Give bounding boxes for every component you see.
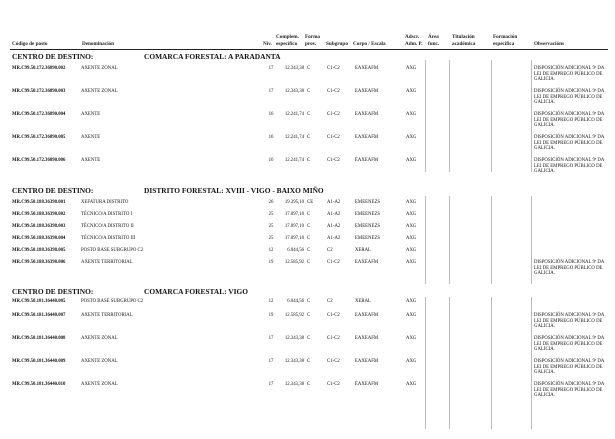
cell-corpo: EMEENEZS: [355, 224, 381, 229]
cell-adscripcion: AXG: [406, 260, 417, 265]
cell-corpo: EMEENEZS: [355, 212, 381, 217]
cell-forma: C: [307, 212, 311, 217]
table-row: [0, 260, 615, 277]
cell-nivel: 17: [268, 66, 274, 71]
cell-subgrupo: C1-C2: [327, 135, 340, 140]
cell-subgrupo: A1-A2: [327, 236, 341, 241]
cell-nivel: 26: [268, 200, 274, 205]
cell-corpo: EAXEAFM: [355, 158, 379, 163]
cell-forma: C: [307, 236, 311, 241]
cell-denominacion: POSTO BASE SUBGRUPO C2: [81, 248, 144, 253]
section-heading: [10, 52, 608, 62]
cell-nivel: 17: [268, 89, 274, 94]
cell-forma: C: [307, 359, 311, 364]
cell-forma: C: [307, 135, 311, 140]
table-row: [0, 66, 615, 83]
cell-adscripcion: AXG: [406, 212, 417, 217]
cell-complemento: 12.585,92: [284, 313, 304, 318]
cell-nivel: 25: [268, 212, 274, 217]
section-label: CENTRO DE DESTINO:: [12, 52, 94, 61]
cell-code: MR.C99.50.172.36890.003: [12, 89, 66, 94]
cell-observacions: DISPOSICIÓN ADICIONAL 9ª DA LEI DE EMPREGO PÚBLICO DE GALICIA.: [534, 382, 605, 399]
cell-denominacion: AXENTE TERRITORIAL: [81, 260, 133, 265]
cell-adscripcion: AXG: [406, 236, 417, 241]
cell-observacions: DISPOSICIÓN ADICIONAL 9ª DA LEI DE EMPREGO PÚBLICO DE GALICIA.: [534, 260, 605, 277]
section-heading: [10, 186, 608, 196]
cell-nivel: 25: [268, 224, 274, 229]
cell-code: MR.C99.50.181.36440.005: [12, 299, 66, 304]
cell-subgrupo: C1-C2: [327, 89, 340, 94]
cell-observacions: DISPOSICIÓN ADICIONAL 9ª DA LEI DE EMPREGO PÚBLICO DE GALICIA.: [534, 313, 605, 330]
cell-adscripcion: AXG: [406, 248, 417, 253]
cell-forma: CE: [307, 200, 314, 205]
header-denominacion: Denominación: [82, 41, 114, 47]
cell-corpo: EMEENEZS: [355, 236, 381, 241]
cell-corpo: EAXEAFM: [355, 313, 379, 318]
cell-denominacion: AXENTE: [81, 158, 101, 163]
cell-denominacion: AXENTE ZONAL: [81, 382, 118, 387]
table-row: [0, 135, 615, 152]
cell-observacions: DISPOSICIÓN ADICIONAL 9ª DA LEI DE EMPREGO PÚBLICO DE GALICIA.: [534, 158, 605, 175]
table-row: [0, 158, 615, 175]
cell-adscripcion: AXG: [406, 382, 417, 387]
cell-adscripcion: AXG: [406, 299, 417, 304]
cell-observacions: DISPOSICIÓN ADICIONAL 9ª DA LEI DE EMPREGO PÚBLICO DE GALICIA.: [534, 359, 605, 376]
cell-denominacion: XEFATURA DISTRITO: [81, 200, 129, 205]
header-titulacion-1: Titulación: [452, 34, 475, 40]
header-formacion-2: específica: [493, 41, 515, 47]
cell-corpo: EAXEAFM: [355, 89, 379, 94]
cell-adscripcion: AXG: [406, 336, 417, 341]
cell-complemento: 12.241,74: [284, 158, 304, 163]
cell-corpo: EAXEAFM: [355, 135, 379, 140]
header-complem-1: Complem.: [276, 34, 299, 40]
header-adscr-1: Adscr.: [405, 34, 420, 40]
cell-subgrupo: C1-C2: [327, 359, 340, 364]
cell-complemento: 12.241,74: [284, 135, 304, 140]
cell-code: MR.C99.50.172.36890.004: [12, 112, 66, 117]
cell-observacions: DISPOSICIÓN ADICIONAL 9ª DA LEI DE EMPREGO PÚBLICO DE GALICIA.: [534, 66, 605, 83]
cell-complemento: 12.241,74: [284, 112, 304, 117]
cell-forma: C: [307, 66, 311, 71]
cell-subgrupo: C1-C2: [327, 112, 340, 117]
section-name: DISTRITO FORESTAL: XVIII - VIGO - BAIXO MIÑO: [144, 186, 324, 195]
header-rule: [10, 49, 608, 50]
cell-code: MR.C99.50.188.36398.005: [12, 248, 66, 253]
table-row: [0, 359, 615, 376]
section-label: CENTRO DE DESTINO:: [12, 287, 94, 296]
cell-code: MR.C99.50.181.36440.008: [12, 336, 66, 341]
header-forma-1: Forma: [305, 34, 320, 40]
table-row: [0, 89, 615, 106]
cell-nivel: 25: [268, 236, 274, 241]
cell-adscripcion: AXG: [406, 224, 417, 229]
header-codigo: Código de posto: [12, 41, 48, 47]
header-formacion-1: Formación: [493, 34, 518, 40]
cell-complemento: 19.395,10: [284, 200, 304, 205]
cell-code: MR.C99.50.181.36440.009: [12, 359, 66, 364]
header-adscr-2: Adm. P.: [405, 41, 423, 47]
header-observacions: Observacións: [534, 41, 564, 47]
cell-subgrupo: C1-C2: [327, 260, 340, 265]
cell-denominacion: AXENTE TERRITORIAL: [81, 313, 133, 318]
cell-nivel: 16: [268, 158, 274, 163]
cell-adscripcion: AXG: [406, 313, 417, 318]
table-row: [0, 212, 615, 222]
cell-adscripcion: AXG: [406, 89, 417, 94]
cell-code: MR.C99.50.172.36890.005: [12, 135, 66, 140]
cell-denominacion: AXENTE ZONAL: [81, 89, 118, 94]
cell-complemento: 6.044,56: [287, 299, 304, 304]
cell-adscripcion: AXG: [406, 158, 417, 163]
cell-nivel: 12: [268, 299, 274, 304]
section-name: COMARCA FORESTAL: A PARADANTA: [144, 52, 281, 61]
table-row: [0, 112, 615, 129]
cell-denominacion: TÉCNICO/A DISTRITO II: [81, 224, 134, 229]
cell-forma: C: [307, 89, 311, 94]
cell-nivel: 17: [268, 359, 274, 364]
cell-corpo: XERAL: [355, 299, 371, 304]
cell-forma: C: [307, 336, 311, 341]
cell-complemento: 6.044,56: [287, 248, 304, 253]
cell-complemento: 12.343,38: [284, 89, 304, 94]
cell-code: MR.C99.50.172.36890.006: [12, 158, 66, 163]
cell-code: MR.C99.50.172.36890.002: [12, 66, 66, 71]
cell-adscripcion: AXG: [406, 66, 417, 71]
cell-complemento: 12.343,38: [284, 382, 304, 387]
cell-corpo: XERAL: [355, 248, 371, 253]
header-corpo: Corpo / Escala: [353, 41, 386, 47]
table-row: [0, 200, 615, 210]
cell-denominacion: AXENTE: [81, 112, 101, 117]
cell-denominacion: TÉCNICO/A DISTRITO III: [81, 236, 136, 241]
cell-subgrupo: C1-C2: [327, 336, 340, 341]
cell-forma: C: [307, 382, 311, 387]
cell-observacions: DISPOSICIÓN ADICIONAL 9ª DA LEI DE EMPREGO PÚBLICO DE GALICIA.: [534, 135, 605, 152]
cell-corpo: EAXEAFM: [355, 112, 379, 117]
cell-complemento: 17.097,10: [284, 212, 304, 217]
cell-forma: C: [307, 112, 311, 117]
cell-subgrupo: C1-C2: [327, 382, 340, 387]
section-heading: [10, 287, 608, 297]
cell-corpo: EAXEAFM: [355, 260, 379, 265]
cell-adscripcion: AXG: [406, 112, 417, 117]
table-row: [0, 382, 615, 399]
section-name: COMARCA FORESTAL: VIGO: [144, 287, 249, 296]
cell-nivel: 17: [268, 336, 274, 341]
table-row: [0, 224, 615, 234]
cell-code: MR.C99.50.188.36398.001: [12, 200, 66, 205]
cell-adscripcion: AXG: [406, 359, 417, 364]
table-row: [0, 299, 615, 309]
cell-nivel: 12: [268, 248, 274, 253]
cell-forma: C: [307, 224, 311, 229]
cell-nivel: 17: [268, 382, 274, 387]
section-label: CENTRO DE DESTINO:: [12, 186, 94, 195]
table-row: [0, 336, 615, 353]
cell-corpo: EMEENEZS: [355, 200, 381, 205]
header-nivel: Nív.: [263, 41, 272, 47]
cell-observacions: DISPOSICIÓN ADICIONAL 9ª DA LEI DE EMPREGO PÚBLICO DE GALICIA.: [534, 112, 605, 129]
cell-adscripcion: AXG: [406, 135, 417, 140]
cell-adscripcion: AXG: [406, 200, 417, 205]
cell-subgrupo: C1-C2: [327, 158, 340, 163]
cell-denominacion: AXENTE ZONAL: [81, 359, 118, 364]
cell-code: MR.C99.50.188.36398.004: [12, 236, 66, 241]
cell-denominacion: POSTO BASE SUBGRUPO C2: [81, 299, 144, 304]
cell-code: MR.C99.50.188.36398.006: [12, 260, 66, 265]
cell-nivel: 16: [268, 135, 274, 140]
cell-corpo: EAXEAFM: [355, 66, 379, 71]
cell-denominacion: AXENTE ZONAL: [81, 66, 118, 71]
cell-subgrupo: A1-A2: [327, 200, 341, 205]
cell-nivel: 19: [268, 313, 274, 318]
cell-nivel: 19: [268, 260, 274, 265]
cell-subgrupo: A1-A2: [327, 224, 341, 229]
header-subgrupo: Subgrupo: [326, 41, 348, 47]
cell-complemento: 12.343,38: [284, 359, 304, 364]
cell-subgrupo: C1-C2: [327, 313, 340, 318]
table-row: [0, 313, 615, 330]
cell-denominacion: AXENTE ZONAL: [81, 336, 118, 341]
cell-subgrupo: C2: [327, 299, 333, 304]
cell-subgrupo: A1-A2: [327, 212, 341, 217]
cell-corpo: EAXEAFM: [355, 336, 379, 341]
cell-subgrupo: C1-C2: [327, 66, 340, 71]
cell-code: MR.C99.50.181.36440.010: [12, 382, 66, 387]
cell-complemento: 17.097,10: [284, 224, 304, 229]
cell-complemento: 17.097,10: [284, 236, 304, 241]
cell-forma: C: [307, 260, 311, 265]
cell-code: MR.C99.50.188.36398.002: [12, 212, 66, 217]
header-forma-2: prov.: [305, 41, 317, 47]
header-titulacion-2: académica: [452, 41, 476, 47]
cell-corpo: EAXEAFM: [355, 359, 379, 364]
cell-nivel: 16: [268, 112, 274, 117]
cell-forma: C: [307, 313, 311, 318]
header-complem-2: específico: [276, 41, 298, 47]
cell-forma: C: [307, 248, 311, 253]
cell-code: MR.C99.50.181.36440.007: [12, 313, 66, 318]
table-row: [0, 236, 615, 246]
cell-forma: C: [307, 299, 311, 304]
table-row: [0, 248, 615, 258]
header-area-1: Área: [428, 34, 439, 40]
cell-forma: C: [307, 158, 311, 163]
cell-denominacion: AXENTE: [81, 135, 101, 140]
header-area-2: func.: [428, 41, 440, 47]
cell-subgrupo: C2: [327, 248, 333, 253]
cell-denominacion: TÉCNICO/A DISTRITO I: [81, 212, 133, 217]
cell-corpo: EAXEAFM: [355, 382, 379, 387]
cell-complemento: 12.343,38: [284, 66, 304, 71]
cell-observacions: DISPOSICIÓN ADICIONAL 9ª DA LEI DE EMPREGO PÚBLICO DE GALICIA.: [534, 89, 605, 106]
cell-observacions: DISPOSICIÓN ADICIONAL 9ª DA LEI DE EMPREGO PÚBLICO DE GALICIA.: [534, 336, 605, 353]
cell-complemento: 12.585,92: [284, 260, 304, 265]
cell-complemento: 12.343,38: [284, 336, 304, 341]
cell-code: MR.C99.50.188.36398.003: [12, 224, 66, 229]
